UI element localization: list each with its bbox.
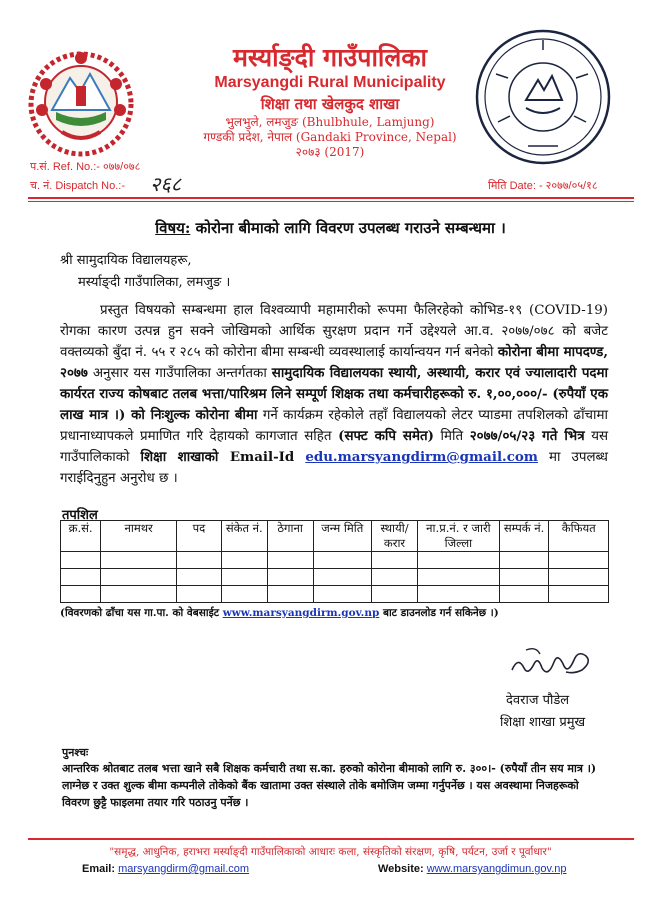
body-text: मा उपलब्ध गराईदिनुहुन अनुरोध छ । [60,450,608,486]
addressee-line-1: श्री सामुदायिक विद्यालयहरू, [60,253,192,268]
footer-website-label: Website: [378,863,424,875]
nepal-emblem-logo [22,48,140,160]
postscript-label: पुनश्चः [62,746,89,759]
table-row [61,569,609,586]
table-header-cell: नामथर [101,521,177,552]
province-line: गण्डकी प्रदेश, नेपाल (Gandaki Province, Nepal) [203,130,457,144]
body-bold: २०७७/०५/२३ गते भित्र [469,428,585,444]
table-row [61,586,609,603]
table-note-suffix: बाट डाउनलोड गर्न सकिनेछ ।) [382,607,499,619]
body-text: यस गाउँपालिकाको [60,429,609,465]
signer-name: देवराज पौडेल [506,693,570,708]
body-text: अनुसार यस गाउँपालिका अन्तर्गतका [87,366,272,381]
municipality-name-nepali: मर्स्याङ्दी गाउँपालिका [232,43,428,72]
table-header-row [61,521,609,552]
table-header-cell: स्थायी/ करार [371,521,417,552]
body-bold: कोरोना बीमा मापदण्ड, २०७७ [60,344,608,381]
table-header-cell: ठेगाना [267,521,313,552]
section-name: शिक्षा तथा खेलकुद शाखा [260,95,400,113]
footer-email-link[interactable]: marsyangdirm@gmail.com [118,863,250,875]
header-divider [28,197,634,199]
body-text: गर्ने कार्यक्रम रहेकोले तहाँ विद्यालयको लेटर प्याडमा तपशिलको ढाँचामा प्रधानाध्यापकले प्रमाणित गरि देहायको कागजात सहित [60,408,608,444]
table-note [60,606,499,620]
subject-label: विषय: [155,219,191,237]
footer-divider [28,838,634,840]
table-row [61,552,609,569]
table-header-cell: कैफियत [549,521,609,552]
footer-website [378,863,567,875]
office-address: भुलभुले, लमजुङ (Bhulbhule, Lamjung) [225,115,435,129]
footer-email-label: Email: [82,863,116,875]
body-bold: सामुदायिक विद्यालयका स्थायी, अस्थायी, करार एवं ज्यालादारी पदमा कार्यरत राज्य कोषबाट तलब भत्ता/पारिश्रम लिने सम्पूर्ण शिक्षक तथा कर्मचारीहरूको रु. १,००,०००/- (रुपैयाँ एक लाख मात्र ।) को निःशुल्क कोरोना बीमा [60,365,609,423]
signature-image [506,642,596,682]
table-header-cell: संकेत नं. [221,521,267,552]
letter-body [60,300,608,489]
table-header-cell: ना.प्र.नं. र जारी जिल्ला [418,521,500,552]
table-header-cell: पद [176,521,221,552]
table-header-cell: जन्म मिति [313,521,371,552]
body-bold: शिक्षा शाखाको Email-Id [140,449,295,465]
table-header-cell: सम्पर्क नं. [499,521,549,552]
subject-text: कोरोना बीमाको लागि विवरण उपलब्ध गराउने सम्बन्धमा । [195,219,506,237]
dispatch-label: च. नं. Dispatch No.:- [30,180,126,192]
reference-number: प.सं. Ref. No.:- ०७७/०७८ [30,161,141,173]
letter-date: मिति Date: - २०७७/०५/१८ [488,180,598,192]
established-year: २०७३ (2017) [295,145,365,159]
details-table [60,520,609,603]
table-header-cell: क्र.सं. [61,521,101,552]
body-text: प्रस्तुत विषयको सम्बन्धमा हाल विश्वव्यापी महामारीको रूपमा फैलिरहेको कोभिड-१९ (COVID-19) रोगका कारण उत्पन्न हुन सक्ने जोखिमको आर्थिक सुरक्षण प्रदान गर्ने उद्देश्यले आ.व. २०७७/०७८ को बजेट वक्तव्यको बुँदा नं. ५५ र २८५ को कोरोना बीमा सम्बन्धी व्यवस्थालाई कार्यान्वयन गर्न बनेको [60,303,608,360]
subject-line [0,218,661,238]
footer-website-link[interactable]: www.marsyangdimun.gov.np [426,863,567,875]
signer-title: शिक्षा शाखा प्रमुख [500,715,586,730]
body-text: मिति [433,429,470,444]
postscript-text: आन्तरिक श्रोतबाट तलब भत्ता खाने सबै शिक्षक कर्मचारी तथा स.का. हरुको कोरोना बीमाको लागि रु. ३००।- (रुपैयाँ तीन सय मात्र ।) लाग्नेछ र उक्त शुल्क बीमा कम्पनीले तोकेको बैंक खातामा उक्त संस्थाले तोके बमोजिम जम्मा गर्नुपर्नेछ । यस अवस्थामा निजहरूको विवरण छुट्टै फाइलमा तयार गरि पठाउनु पर्नेछ । [62,762,597,809]
table-note-prefix: (विवरणको ढाँचा यस गा.पा. को वेबसाईट [60,607,220,619]
header-divider-thin [28,201,634,202]
website-link[interactable]: www.marsyangdirm.gov.np [222,607,380,619]
body-bold: (सफ्ट कपि समेत) [338,428,434,444]
addressee-line-2: मर्स्याङ्दी गाउँपालिका, लमजुङ । [78,275,231,290]
education-email-link[interactable]: edu.marsyangdirm@gmail.com [305,449,538,465]
footer-email [82,863,249,875]
municipality-name-english: Marsyangdi Rural Municipality [214,74,446,91]
table-title: तपशिल [62,508,98,523]
dispatch-number-handwritten: २६८ [150,172,182,196]
footer-motto: "समृद्ध, आधुनिक, हराभरा मर्स्याङ्दी गाउँपालिकाको आधारः कला, संस्कृतिको संरक्षण, कृषि, पर्यटन, उर्जा र पूर्वाधार" [109,846,552,858]
